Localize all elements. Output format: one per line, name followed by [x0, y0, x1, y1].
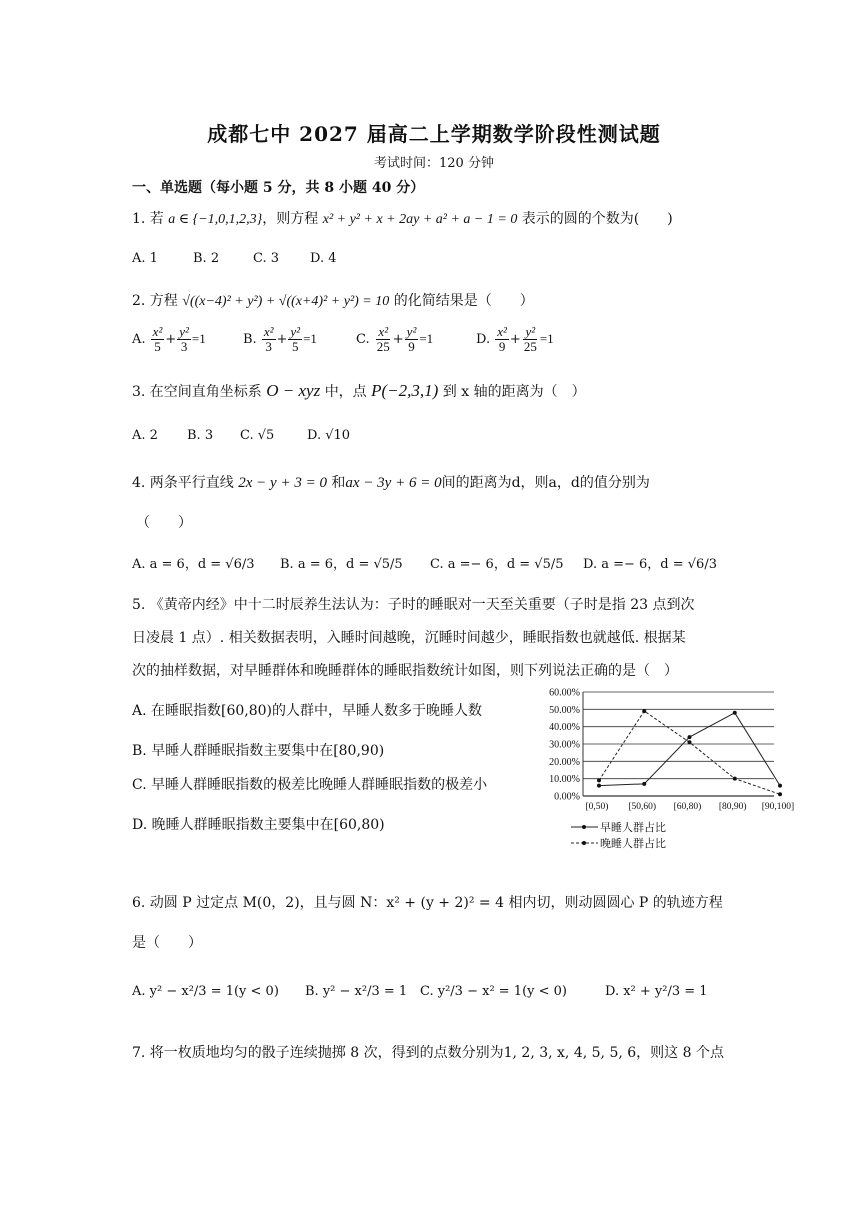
q2-b-frac1: $\frac{\text{x²}}{3}$ [263, 324, 274, 354]
legend-marker-2 [582, 841, 586, 845]
series-line-2 [599, 711, 780, 794]
q2-b-label: B. [243, 331, 257, 347]
x-tick-label: [60,80) [673, 802, 702, 812]
q4-option-d: D. a =− 6，d = √6/3 [583, 557, 717, 572]
q2-equation: √((x−4)² + y²) + √((x+4)² + y²) = 10 [182, 294, 390, 309]
q5-option-b: B. 早睡人群睡眠指数主要集中在[80,90) [132, 743, 385, 759]
q2-a-frac2: $\frac{\text{y²}}{3}$ [179, 324, 189, 354]
q3-point: P(−2,3,1) [371, 381, 439, 400]
q1-option-d: D. 4 [310, 251, 337, 266]
question-2 [132, 290, 534, 310]
x-tick-label: [0,50) [585, 802, 609, 812]
q2-option-c: C. $\frac{\text{x²}}{25}$ + $\frac{\text{y²}}{9}$ =1 [356, 324, 434, 354]
q5-line-1: 5. 《黄帝内经》中十二时辰养生法认为：子时的睡眠对一天至关重要（子时是指 23 点到次 [132, 597, 695, 613]
question-3 [132, 381, 586, 401]
series-1-point [688, 735, 692, 739]
q1-suffix: 表示的圆的个数为( ) [521, 211, 673, 227]
q2-option-a: A. $\frac{\text{x²}}{5}$ + $\frac{\text{y²}}{3}$ =1 [132, 324, 206, 354]
series-1-point [733, 711, 737, 715]
q3-option-d: D. √10 [307, 428, 351, 443]
legend-label-2: 晚睡人群占比 [600, 837, 666, 850]
legend-label-1: 早睡人群占比 [600, 821, 666, 834]
q1-option-a: A. 1 [132, 251, 158, 266]
q4-and: 和 [331, 475, 346, 491]
q4-option-c: C. a =− 6，d = √5/5 [430, 557, 564, 572]
q6-option-d: D. x² + y²/3 = 1 [605, 984, 708, 999]
q1-option-c: C. 3 [253, 251, 280, 266]
q1-option-b: B. 2 [193, 251, 220, 266]
q4-option-b: B. a = 6，d = √5/5 [280, 557, 403, 572]
q1-set: a ∈ {−1,0,1,2,3} [168, 212, 263, 227]
q5-option-d: D. 晚睡人群睡眠指数主要集中在[60,80) [132, 817, 385, 833]
y-tick-label: 10.00% [549, 774, 580, 786]
q3-system: O − xyz [266, 381, 321, 400]
series-1-point [597, 784, 601, 788]
series-line-1 [599, 713, 780, 786]
q7-line-1: 7. 将一枚质地均匀的骰子连续抛掷 8 次，得到的点数分别为1, 2, 3, x, 4, 5, 5, 6，则这 8 个点 [132, 1045, 724, 1061]
exam-time: 考试时间：120 分钟 [374, 156, 494, 171]
x-tick-label: [90,100] [761, 802, 795, 812]
q6-line-1: 6. 动圆 P 过定点 M(0，2)，且与圆 N：x² + (y + 2)² = 4 相内切，则动圆圆心 P 的轨迹方程 [132, 895, 723, 911]
q4-option-a: A. a = 6，d = √6/3 [132, 557, 255, 572]
q5-line-2: 日凌晨 1 点）. 相关数据表明，入睡时间越晚，沉睡时间越少，睡眠指数也就越低. 根据某 [132, 630, 686, 646]
q2-c-frac1: $\frac{\text{x²}}{25}$ [376, 324, 390, 354]
legend-marker-1 [582, 825, 586, 829]
series-1-point [778, 784, 782, 788]
sleep-index-chart [538, 682, 795, 858]
y-tick-label: 40.00% [549, 722, 580, 734]
q6-line-2: 是（ ） [132, 935, 202, 951]
series-1-point [642, 782, 646, 786]
series-2-point [597, 778, 601, 782]
series-2-point [733, 777, 737, 781]
q6-option-b: B. y² − x²/3 = 1 [305, 984, 408, 999]
q2-d-frac2: $\frac{\text{y²}}{25}$ [523, 324, 537, 354]
y-tick-label: 20.00% [549, 756, 580, 768]
series-2-point [642, 709, 646, 713]
q3-mid: 中，点 [324, 384, 367, 400]
q3-suffix: 到 x 轴的距离为（ ） [442, 384, 586, 400]
q1-mid: ，则方程 [262, 211, 319, 227]
q3-option-b: B. 3 [187, 428, 214, 443]
q1-equation: x² + y² + x + 2ay + a² + a − 1 = 0 [322, 212, 518, 227]
q2-a-label: A. [132, 331, 146, 347]
series-2-point [778, 792, 782, 796]
q2-d-label: D. [476, 331, 491, 347]
page-title: 成都七中 2027 届高二上学期数学阶段性测试题 [207, 122, 661, 146]
x-tick-label: [80,90) [718, 802, 747, 812]
question-4 [132, 472, 650, 492]
question-1 [132, 208, 673, 228]
q6-option-a: A. y² − x²/3 = 1(y < 0) [132, 984, 279, 999]
q2-option-b: B. $\frac{\text{x²}}{3}$ + $\frac{\text{y²}}{5}$ =1 [243, 324, 317, 354]
q2-a-frac1: $\frac{\text{x²}}{5}$ [152, 324, 163, 354]
q5-line-3: 次的抽样数据，对早睡群体和晚睡群体的睡眠指数统计如图，则下列说法正确的是（ ） [132, 663, 678, 679]
q4-suffix: 间的距离为d，则a，d的值分别为 [441, 475, 650, 491]
q3-option-a: A. 2 [132, 428, 158, 443]
q6-option-c: C. y²/3 − x² = 1(y < 0) [420, 984, 567, 999]
y-tick-label: 30.00% [549, 739, 580, 751]
x-tick-label: [50,60) [628, 802, 657, 812]
q4-prefix: 4. 两条平行直线 [132, 475, 234, 491]
y-tick-label: 50.00% [549, 704, 580, 716]
y-tick-label: 0.00% [554, 791, 580, 803]
q2-d-frac1: $\frac{\text{x²}}{9}$ [497, 324, 507, 354]
q2-c-frac2: $\frac{\text{y²}}{9}$ [406, 324, 417, 354]
q3-prefix: 3. 在空间直角坐标系 [132, 384, 262, 400]
q4-line1: 2x − y + 3 = 0 [238, 475, 327, 491]
q4-paren: （ ） [136, 515, 192, 531]
q2-prefix: 2. 方程 [132, 293, 178, 309]
q3-option-c: C. √5 [240, 428, 275, 443]
q4-line2: ax − 3y + 6 = 0 [345, 475, 442, 491]
q2-option-d: D. $\frac{\text{x²}}{9}$ + $\frac{\text{y²}}{25}$ =1 [476, 324, 554, 354]
q5-option-a: A. 在睡眠指数[60,80)的人群中，早睡人数多于晚睡人数 [132, 703, 483, 719]
q2-b-frac2: $\frac{\text{y²}}{5}$ [290, 324, 301, 354]
q2-suffix: 的化简结果是（ ） [393, 293, 534, 309]
series-2-point [688, 740, 692, 744]
y-tick-label: 60.00% [549, 687, 580, 699]
q2-c-label: C. [356, 331, 370, 347]
q1-prefix: 1. 若 [132, 211, 164, 227]
section-heading: 一、单选题（每小题 5 分，共 8 小题 40 分） [132, 180, 425, 196]
q5-option-c: C. 早睡人群睡眠指数的极差比晚睡人群睡眠指数的极差小 [132, 777, 488, 793]
